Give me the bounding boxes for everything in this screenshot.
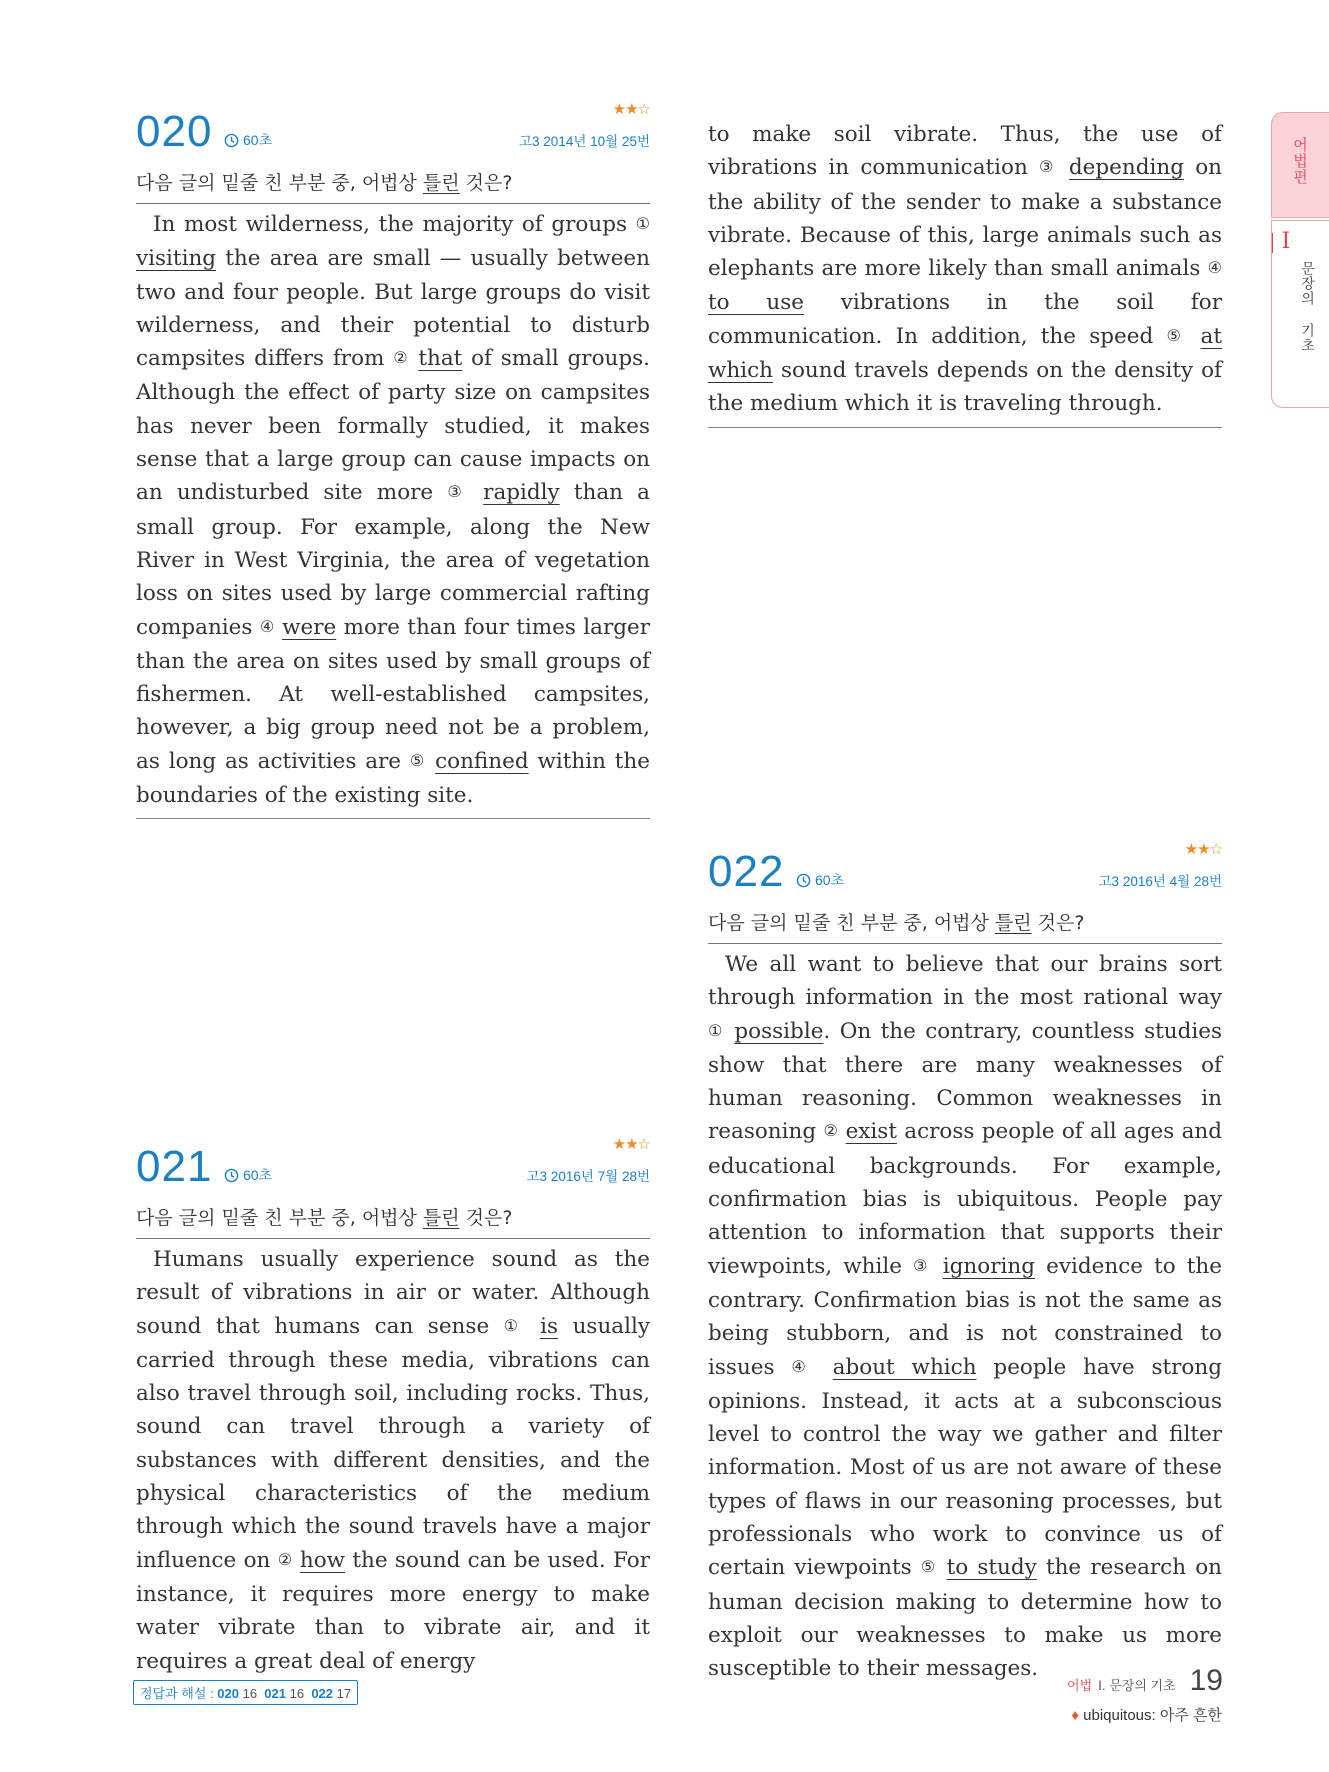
question-020 [136,100,651,819]
underlined-choice: exist [845,1119,897,1145]
underlined-choice: confined [435,748,529,774]
passage-segment: usually carried through these media, vibrations can also travel through soil, including rocks. Thus, sound can travel through a variety of substances with different densities, and the physical characteristics of the medium through which the sound travels have a major influence on [136,1313,651,1573]
question-source: 고3 2016년 7월 28번 [526,1169,650,1184]
choice-number: ④ [1207,258,1222,278]
time-limit [796,870,844,890]
question-header [708,840,1222,896]
question-prompt: 다음 글의 밑줄 친 부분 중, 어법상 틀린 것은? [136,168,650,204]
choice-number: ② [823,1121,839,1141]
choice-number: ④ [259,616,275,636]
underlined-choice: rapidly [483,480,560,506]
passage-segment: the area are small — usually between two and four people. But large groups do visit wilderness, and their potential to disturb campsites differs from [136,246,650,372]
passage-segment: Humans usually experience sound as the result of vibrations in air or water. Although sound that humans can sense [136,1247,650,1339]
passage-segment: evidence to the contrary. Confirmation bias is not the same as being stubborn, and is not constrained to issues [708,1253,1222,1380]
question-prompt: 다음 글의 밑줄 친 부분 중, 어법상 틀린 것은? [136,1203,650,1239]
underlined-choice: visiting [136,246,217,272]
passage [136,1239,650,1684]
passage-segment: more than four times larger than the area on sites used by small groups of fishermen. At well-established campsites, however, a big group need not be a problem, as long as activities are [136,614,650,774]
choice-number: ⑤ [920,1557,938,1577]
passage-segment [293,1548,300,1573]
page-footer [1067,1664,1223,1698]
underlined-choice: ignoring [942,1253,1035,1279]
passage-segment: In most wilderness, the majority of groups [153,212,636,237]
passage-segment: the sound can be used. For instance, it requires more energy to make water vibrate than to vibrate air, and it requires a great deal of energy [136,1547,650,1674]
underlined-choice: to study [946,1555,1037,1581]
footer-section-a: 어법 [1067,1678,1093,1693]
difficulty-stars: ★★☆ [1184,840,1222,858]
time-limit [224,130,272,150]
passage-segment [426,749,435,774]
passage-segment [838,1119,845,1144]
clock-icon [796,873,811,888]
passage-segment [275,615,282,640]
underlined-choice: to use [708,290,804,316]
question-021 [136,1135,651,1684]
page-number: 19 [1189,1664,1223,1697]
question-source: 고3 2014년 10월 25번 [519,134,650,149]
passage-segment: vibrations in the soil for communication. In addition, the speed [708,290,1222,349]
choice-number: ② [277,1549,293,1569]
difficulty-stars: ★★☆ [612,100,650,118]
question-number: 020 [136,107,213,156]
underlined-choice: about which [832,1354,977,1380]
question-number: 022 [708,847,785,896]
choice-number: ③ [447,482,469,502]
side-tab-bottom [1271,220,1329,408]
choice-number: ② [393,348,410,368]
question-header [136,1135,650,1191]
question-021-continued [708,118,1222,428]
passage-segment: than a small group. For example, along the New River in West Virginia, the area of vegetation loss on sites used by large commercial rafting companies [136,480,651,640]
time-limit [224,1165,272,1185]
passage-text [708,118,1222,421]
underlined-choice: is [540,1313,559,1339]
passage-segment: sound travels depends on the density of the medium which it is traveling through. [708,358,1222,417]
underlined-choice: how [299,1547,346,1573]
side-tab-roman: I [1281,229,1291,254]
vocab-note: ♦ ubiquitous: 아주 흔한 [1071,1706,1222,1724]
underlined-choice: that [418,346,463,372]
time-label: 60초 [243,1167,273,1183]
passage [708,944,1222,1692]
choice-number: ⑤ [409,750,427,770]
passage-text [708,948,1222,1686]
passage-segment [469,480,483,505]
passage-segment: of small groups. Although the effect of party size on campsites has never been formally studied, it makes sense that a large group can cause impacts on an undisturbed site more [136,346,651,506]
underlined-choice: were [282,614,337,640]
passage-segment: to make soil vibrate. Thus, the use of vibrations in communication [708,122,1222,181]
clock-icon [224,1168,239,1183]
passage-segment: on the ability of the sender to make a substance vibrate. Because of this, large animals such as elephants are more likely than small animals [708,155,1222,282]
question-prompt: 다음 글의 밑줄 친 부분 중, 어법상 틀린 것은? [708,908,1222,944]
choice-number: ③ [1039,157,1058,177]
passage-segment [937,1555,946,1580]
passage-segment [932,1254,943,1279]
passage-text [136,1243,650,1678]
question-number: 021 [136,1142,213,1191]
passage [136,204,650,819]
passage-segment [410,346,419,371]
passage-segment: people have strong opinions. Instead, it acts at a subconscious level to control the way we gather and filter information. Most of us are not aware of these types of flaws in our reasoning processes, but professionals who work to convince us of certain viewpoints [708,1354,1222,1581]
side-tab[interactable] [1271,112,1329,408]
passage-segment: the research on human decision making to determine how to exploit our weaknesses to make us more susceptible to their messages. [708,1555,1222,1682]
time-label: 60초 [243,132,273,148]
side-tab-label: 어법편 [1291,137,1309,185]
passage-segment [526,1314,541,1339]
passage-segment [1058,155,1069,180]
passage-segment: within the boundaries of the existing site. [136,748,651,809]
time-label: 60초 [815,872,845,888]
passage-segment [725,1019,734,1044]
choice-number: ⑤ [1166,325,1188,345]
question-022 [708,840,1223,1725]
answer-reference: 정답과 해설 : 020 16 021 16 022 17 [133,1680,358,1705]
passage-segment: . On the contrary, countless studies show that there are many weaknesses of human reasoning. Common weaknesses in reasoning [708,1018,1223,1145]
question-source: 고3 2016년 4월 28번 [1098,874,1222,889]
footer-section-b: Ⅰ. 문장의 기초 [1098,1678,1176,1693]
side-tab-section: 문장의 기초 [1299,261,1315,353]
passage-segment: across people of all ages and educational backgrounds. For example, confirmation bias is ubiquitous. People pay attention to information that supports their viewpoints, while [708,1119,1223,1279]
passage-segment [1187,324,1200,349]
choice-number: ③ [913,1255,932,1275]
choice-number: ① [503,1315,526,1335]
choice-number: ① [635,214,650,233]
passage-continued [708,118,1222,428]
choice-number: ④ [791,1356,816,1376]
diamond-icon: ♦ [1071,1706,1079,1724]
underlined-choice: possible [734,1018,824,1044]
clock-icon [224,133,239,148]
underlined-choice: depending [1068,155,1184,181]
passage-segment [816,1355,833,1380]
side-tab-top [1271,112,1329,218]
choice-number: ① [708,1020,725,1040]
passage-text [136,208,650,812]
passage-segment: We all want to believe that our brains sort through information in the most rational way [708,952,1222,1011]
difficulty-stars: ★★☆ [612,1135,650,1153]
question-header [136,100,650,156]
underlined-choice: at which [708,323,1223,384]
